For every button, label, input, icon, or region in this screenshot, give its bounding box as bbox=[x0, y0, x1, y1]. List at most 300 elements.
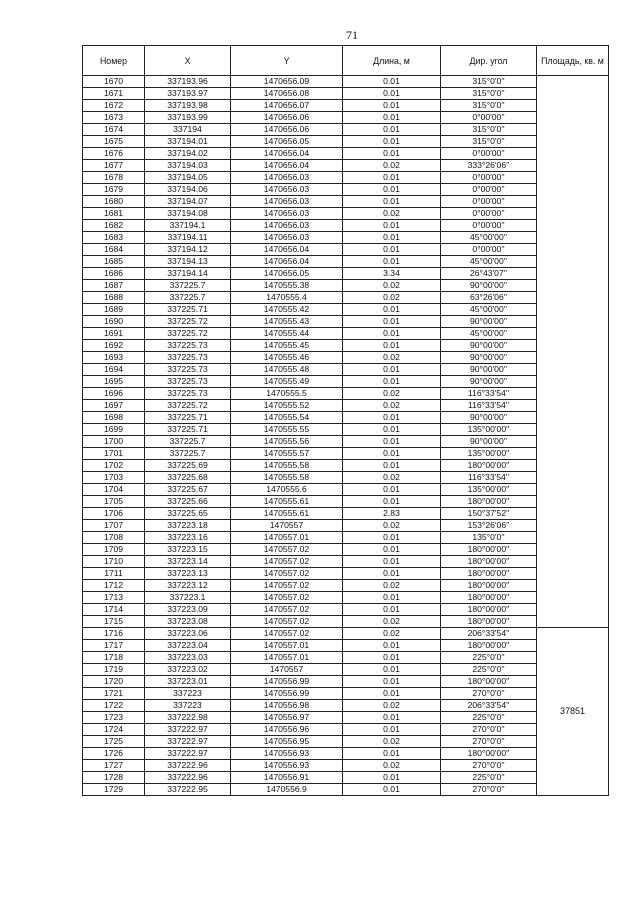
y-coordinate-cell: 1470656.03 bbox=[231, 172, 343, 184]
direction-angle-cell: 180°00'00'' bbox=[441, 748, 537, 760]
direction-angle-cell: 206°33'54'' bbox=[441, 628, 537, 640]
point-number-cell: 1683 bbox=[83, 232, 145, 244]
point-number-cell: 1713 bbox=[83, 592, 145, 604]
y-coordinate-cell: 1470556.93 bbox=[231, 748, 343, 760]
length-cell: 0.01 bbox=[343, 556, 441, 568]
x-coordinate-cell: 337225.73 bbox=[145, 364, 231, 376]
length-cell: 0.02 bbox=[343, 700, 441, 712]
y-coordinate-cell: 1470656.04 bbox=[231, 256, 343, 268]
point-number-cell: 1722 bbox=[83, 700, 145, 712]
x-coordinate-cell: 337194.05 bbox=[145, 172, 231, 184]
point-number-cell: 1687 bbox=[83, 280, 145, 292]
x-coordinate-cell: 337194.03 bbox=[145, 160, 231, 172]
length-cell: 0.02 bbox=[343, 580, 441, 592]
length-cell: 0.02 bbox=[343, 292, 441, 304]
length-cell: 0.01 bbox=[343, 244, 441, 256]
table-row bbox=[83, 316, 609, 328]
y-coordinate-cell: 1470557.02 bbox=[231, 580, 343, 592]
point-number-cell: 1677 bbox=[83, 160, 145, 172]
direction-angle-cell: 315°0'0'' bbox=[441, 100, 537, 112]
direction-angle-cell: 180°00'00'' bbox=[441, 676, 537, 688]
table-row bbox=[83, 712, 609, 724]
point-number-cell: 1704 bbox=[83, 484, 145, 496]
point-number-cell: 1691 bbox=[83, 328, 145, 340]
table-row bbox=[83, 340, 609, 352]
x-coordinate-cell: 337223.09 bbox=[145, 604, 231, 616]
table-row bbox=[83, 436, 609, 448]
table-row bbox=[83, 508, 609, 520]
x-coordinate-cell: 337194.12 bbox=[145, 244, 231, 256]
length-cell: 0.01 bbox=[343, 544, 441, 556]
y-coordinate-cell: 1470656.03 bbox=[231, 232, 343, 244]
point-number-cell: 1729 bbox=[83, 784, 145, 796]
direction-angle-cell: 116°33'54'' bbox=[441, 388, 537, 400]
y-coordinate-cell: 1470555.45 bbox=[231, 340, 343, 352]
table-row bbox=[83, 100, 609, 112]
length-cell: 0.01 bbox=[343, 712, 441, 724]
y-coordinate-cell: 1470656.08 bbox=[231, 88, 343, 100]
direction-angle-cell: 45°00'00'' bbox=[441, 232, 537, 244]
y-coordinate-cell: 1470555.44 bbox=[231, 328, 343, 340]
point-number-cell: 1690 bbox=[83, 316, 145, 328]
direction-angle-cell: 270°0'0'' bbox=[441, 784, 537, 796]
y-coordinate-cell: 1470556.99 bbox=[231, 688, 343, 700]
direction-angle-cell: 45°00'00'' bbox=[441, 328, 537, 340]
table-row bbox=[83, 532, 609, 544]
point-number-cell: 1698 bbox=[83, 412, 145, 424]
y-coordinate-cell: 1470656.09 bbox=[231, 76, 343, 88]
point-number-cell: 1686 bbox=[83, 268, 145, 280]
x-coordinate-cell: 337223.06 bbox=[145, 628, 231, 640]
x-coordinate-cell: 337194.06 bbox=[145, 184, 231, 196]
point-number-cell: 1700 bbox=[83, 436, 145, 448]
y-coordinate-cell: 1470555.5 bbox=[231, 388, 343, 400]
table-row bbox=[83, 364, 609, 376]
point-number-cell: 1678 bbox=[83, 172, 145, 184]
direction-angle-cell: 0°00'00'' bbox=[441, 208, 537, 220]
length-cell: 0.01 bbox=[343, 220, 441, 232]
x-coordinate-cell: 337194.08 bbox=[145, 208, 231, 220]
point-number-cell: 1708 bbox=[83, 532, 145, 544]
y-coordinate-cell: 1470555.4 bbox=[231, 292, 343, 304]
length-cell: 0.01 bbox=[343, 448, 441, 460]
y-coordinate-cell: 1470555.57 bbox=[231, 448, 343, 460]
table-row bbox=[83, 520, 609, 532]
point-number-cell: 1670 bbox=[83, 76, 145, 88]
length-cell: 0.01 bbox=[343, 484, 441, 496]
y-coordinate-cell: 1470555.61 bbox=[231, 508, 343, 520]
table-row bbox=[83, 616, 609, 628]
length-cell: 0.01 bbox=[343, 316, 441, 328]
direction-angle-cell: 180°00'00'' bbox=[441, 640, 537, 652]
direction-angle-cell: 90°00'00'' bbox=[441, 316, 537, 328]
direction-angle-cell: 0°00'00'' bbox=[441, 244, 537, 256]
table-row bbox=[83, 724, 609, 736]
y-coordinate-cell: 1470556.96 bbox=[231, 724, 343, 736]
x-coordinate-cell: 337223.08 bbox=[145, 616, 231, 628]
point-number-cell: 1703 bbox=[83, 472, 145, 484]
point-number-cell: 1701 bbox=[83, 448, 145, 460]
x-coordinate-cell: 337225.65 bbox=[145, 508, 231, 520]
table-row bbox=[83, 172, 609, 184]
length-cell: 0.01 bbox=[343, 148, 441, 160]
table-row bbox=[83, 148, 609, 160]
length-cell: 0.01 bbox=[343, 328, 441, 340]
x-coordinate-cell: 337194.01 bbox=[145, 136, 231, 148]
direction-angle-cell: 150°37'52'' bbox=[441, 508, 537, 520]
y-coordinate-cell: 1470656.03 bbox=[231, 184, 343, 196]
y-coordinate-cell: 1470557.02 bbox=[231, 604, 343, 616]
point-number-cell: 1689 bbox=[83, 304, 145, 316]
direction-angle-cell: 63°26'06'' bbox=[441, 292, 537, 304]
y-coordinate-cell: 1470656.05 bbox=[231, 136, 343, 148]
table-row bbox=[83, 208, 609, 220]
direction-angle-cell: 180°00'00'' bbox=[441, 616, 537, 628]
direction-angle-cell: 180°00'00'' bbox=[441, 460, 537, 472]
length-cell: 0.01 bbox=[343, 304, 441, 316]
header-y: Y bbox=[231, 46, 343, 76]
direction-angle-cell: 225°0'0'' bbox=[441, 772, 537, 784]
direction-angle-cell: 90°00'00'' bbox=[441, 364, 537, 376]
y-coordinate-cell: 1470557.01 bbox=[231, 532, 343, 544]
table-row bbox=[83, 76, 609, 88]
table-row bbox=[83, 244, 609, 256]
point-number-cell: 1697 bbox=[83, 400, 145, 412]
y-coordinate-cell: 1470656.05 bbox=[231, 268, 343, 280]
point-number-cell: 1706 bbox=[83, 508, 145, 520]
table-row bbox=[83, 184, 609, 196]
x-coordinate-cell: 337225.68 bbox=[145, 472, 231, 484]
point-number-cell: 1705 bbox=[83, 496, 145, 508]
length-cell: 2.83 bbox=[343, 508, 441, 520]
table-row bbox=[83, 424, 609, 436]
direction-angle-cell: 135°00'00'' bbox=[441, 484, 537, 496]
length-cell: 0.01 bbox=[343, 184, 441, 196]
table-row bbox=[83, 592, 609, 604]
x-coordinate-cell: 337225.71 bbox=[145, 304, 231, 316]
table-row bbox=[83, 232, 609, 244]
header-direction-angle: Дир. угол bbox=[441, 46, 537, 76]
x-coordinate-cell: 337225.73 bbox=[145, 340, 231, 352]
x-coordinate-cell: 337222.97 bbox=[145, 736, 231, 748]
x-coordinate-cell: 337222.97 bbox=[145, 748, 231, 760]
x-coordinate-cell: 337194.02 bbox=[145, 148, 231, 160]
y-coordinate-cell: 1470555.46 bbox=[231, 352, 343, 364]
x-coordinate-cell: 337225.73 bbox=[145, 352, 231, 364]
point-number-cell: 1673 bbox=[83, 112, 145, 124]
direction-angle-cell: 90°00'00'' bbox=[441, 340, 537, 352]
direction-angle-cell: 90°00'00'' bbox=[441, 376, 537, 388]
x-coordinate-cell: 337194.14 bbox=[145, 268, 231, 280]
direction-angle-cell: 315°0'0'' bbox=[441, 88, 537, 100]
y-coordinate-cell: 1470556.97 bbox=[231, 712, 343, 724]
direction-angle-cell: 270°0'0'' bbox=[441, 760, 537, 772]
x-coordinate-cell: 337223.03 bbox=[145, 652, 231, 664]
y-coordinate-cell: 1470656.03 bbox=[231, 220, 343, 232]
direction-angle-cell: 153°26'06'' bbox=[441, 520, 537, 532]
table-row bbox=[83, 448, 609, 460]
direction-angle-cell: 0°00'00'' bbox=[441, 220, 537, 232]
table-row bbox=[83, 676, 609, 688]
x-coordinate-cell: 337222.98 bbox=[145, 712, 231, 724]
y-coordinate-cell: 1470556.98 bbox=[231, 700, 343, 712]
table-row bbox=[83, 472, 609, 484]
direction-angle-cell: 315°0'0'' bbox=[441, 76, 537, 88]
y-coordinate-cell: 1470555.43 bbox=[231, 316, 343, 328]
direction-angle-cell: 333°26'06'' bbox=[441, 160, 537, 172]
point-number-cell: 1719 bbox=[83, 664, 145, 676]
y-coordinate-cell: 1470656.07 bbox=[231, 100, 343, 112]
y-coordinate-cell: 1470656.06 bbox=[231, 124, 343, 136]
header-number: Номер bbox=[83, 46, 145, 76]
point-number-cell: 1714 bbox=[83, 604, 145, 616]
direction-angle-cell: 270°0'0'' bbox=[441, 736, 537, 748]
y-coordinate-cell: 1470656.04 bbox=[231, 160, 343, 172]
point-number-cell: 1716 bbox=[83, 628, 145, 640]
length-cell: 0.01 bbox=[343, 532, 441, 544]
direction-angle-cell: 0°00'00'' bbox=[441, 148, 537, 160]
x-coordinate-cell: 337225.7 bbox=[145, 436, 231, 448]
x-coordinate-cell: 337194.13 bbox=[145, 256, 231, 268]
header-length: Длина, м bbox=[343, 46, 441, 76]
y-coordinate-cell: 1470555.54 bbox=[231, 412, 343, 424]
length-cell: 0.01 bbox=[343, 784, 441, 796]
point-number-cell: 1720 bbox=[83, 676, 145, 688]
point-number-cell: 1676 bbox=[83, 148, 145, 160]
length-cell: 0.02 bbox=[343, 736, 441, 748]
point-number-cell: 1685 bbox=[83, 256, 145, 268]
x-coordinate-cell: 337223.02 bbox=[145, 664, 231, 676]
direction-angle-cell: 270°0'0'' bbox=[441, 688, 537, 700]
y-coordinate-cell: 1470555.58 bbox=[231, 472, 343, 484]
point-number-cell: 1680 bbox=[83, 196, 145, 208]
x-coordinate-cell: 337222.95 bbox=[145, 784, 231, 796]
point-number-cell: 1711 bbox=[83, 568, 145, 580]
x-coordinate-cell: 337223 bbox=[145, 688, 231, 700]
table-row bbox=[83, 604, 609, 616]
length-cell: 0.01 bbox=[343, 256, 441, 268]
length-cell: 0.01 bbox=[343, 412, 441, 424]
y-coordinate-cell: 1470555.42 bbox=[231, 304, 343, 316]
x-coordinate-cell: 337194.1 bbox=[145, 220, 231, 232]
point-number-cell: 1723 bbox=[83, 712, 145, 724]
table-row bbox=[83, 628, 609, 640]
table-row bbox=[83, 136, 609, 148]
x-coordinate-cell: 337193.98 bbox=[145, 100, 231, 112]
point-number-cell: 1694 bbox=[83, 364, 145, 376]
direction-angle-cell: 116°33'54'' bbox=[441, 400, 537, 412]
direction-angle-cell: 0°00'00'' bbox=[441, 112, 537, 124]
direction-angle-cell: 26°43'07'' bbox=[441, 268, 537, 280]
y-coordinate-cell: 1470656.03 bbox=[231, 196, 343, 208]
point-number-cell: 1727 bbox=[83, 760, 145, 772]
length-cell: 0.01 bbox=[343, 640, 441, 652]
direction-angle-cell: 270°0'0'' bbox=[441, 724, 537, 736]
point-number-cell: 1696 bbox=[83, 388, 145, 400]
point-number-cell: 1674 bbox=[83, 124, 145, 136]
length-cell: 0.01 bbox=[343, 604, 441, 616]
length-cell: 3.34 bbox=[343, 268, 441, 280]
direction-angle-cell: 180°00'00'' bbox=[441, 604, 537, 616]
table-row bbox=[83, 400, 609, 412]
direction-angle-cell: 0°00'00'' bbox=[441, 184, 537, 196]
length-cell: 0.02 bbox=[343, 352, 441, 364]
point-number-cell: 1679 bbox=[83, 184, 145, 196]
header-row bbox=[83, 46, 609, 76]
y-coordinate-cell: 1470555.55 bbox=[231, 424, 343, 436]
point-number-cell: 1707 bbox=[83, 520, 145, 532]
x-coordinate-cell: 337225.69 bbox=[145, 460, 231, 472]
x-coordinate-cell: 337225.73 bbox=[145, 376, 231, 388]
length-cell: 0.01 bbox=[343, 496, 441, 508]
x-coordinate-cell: 337223.14 bbox=[145, 556, 231, 568]
table-row bbox=[83, 160, 609, 172]
direction-angle-cell: 180°00'00'' bbox=[441, 496, 537, 508]
x-coordinate-cell: 337223.13 bbox=[145, 568, 231, 580]
y-coordinate-cell: 1470557.02 bbox=[231, 544, 343, 556]
point-number-cell: 1725 bbox=[83, 736, 145, 748]
point-number-cell: 1709 bbox=[83, 544, 145, 556]
y-coordinate-cell: 1470557.02 bbox=[231, 568, 343, 580]
table-row bbox=[83, 496, 609, 508]
y-coordinate-cell: 1470557.02 bbox=[231, 592, 343, 604]
x-coordinate-cell: 337194.07 bbox=[145, 196, 231, 208]
length-cell: 0.01 bbox=[343, 436, 441, 448]
y-coordinate-cell: 1470555.6 bbox=[231, 484, 343, 496]
direction-angle-cell: 135°00'00'' bbox=[441, 424, 537, 436]
x-coordinate-cell: 337223 bbox=[145, 700, 231, 712]
x-coordinate-cell: 337223.1 bbox=[145, 592, 231, 604]
x-coordinate-cell: 337223.04 bbox=[145, 640, 231, 652]
direction-angle-cell: 180°00'00'' bbox=[441, 580, 537, 592]
x-coordinate-cell: 337225.71 bbox=[145, 424, 231, 436]
table-row bbox=[83, 412, 609, 424]
point-number-cell: 1699 bbox=[83, 424, 145, 436]
y-coordinate-cell: 1470556.9 bbox=[231, 784, 343, 796]
length-cell: 0.02 bbox=[343, 472, 441, 484]
table-row bbox=[83, 568, 609, 580]
y-coordinate-cell: 1470557.02 bbox=[231, 628, 343, 640]
table-row bbox=[83, 304, 609, 316]
length-cell: 0.01 bbox=[343, 688, 441, 700]
table-row bbox=[83, 760, 609, 772]
table-row bbox=[83, 388, 609, 400]
direction-angle-cell: 180°00'00'' bbox=[441, 568, 537, 580]
length-cell: 0.01 bbox=[343, 364, 441, 376]
direction-angle-cell: 90°00'00'' bbox=[441, 436, 537, 448]
y-coordinate-cell: 1470555.49 bbox=[231, 376, 343, 388]
table-row bbox=[83, 280, 609, 292]
length-cell: 0.02 bbox=[343, 160, 441, 172]
direction-angle-cell: 206°33'54'' bbox=[441, 700, 537, 712]
x-coordinate-cell: 337223.15 bbox=[145, 544, 231, 556]
x-coordinate-cell: 337225.67 bbox=[145, 484, 231, 496]
table-row bbox=[83, 196, 609, 208]
table-row bbox=[83, 784, 609, 796]
table-row bbox=[83, 688, 609, 700]
y-coordinate-cell: 1470557.02 bbox=[231, 616, 343, 628]
y-coordinate-cell: 1470556.91 bbox=[231, 772, 343, 784]
point-number-cell: 1724 bbox=[83, 724, 145, 736]
table-row bbox=[83, 556, 609, 568]
direction-angle-cell: 225°0'0'' bbox=[441, 712, 537, 724]
coordinates-table bbox=[82, 45, 609, 796]
table-row bbox=[83, 376, 609, 388]
direction-angle-cell: 0°00'00'' bbox=[441, 196, 537, 208]
point-number-cell: 1688 bbox=[83, 292, 145, 304]
direction-angle-cell: 180°00'00'' bbox=[441, 592, 537, 604]
point-number-cell: 1682 bbox=[83, 220, 145, 232]
table-row bbox=[83, 256, 609, 268]
length-cell: 0.01 bbox=[343, 772, 441, 784]
y-coordinate-cell: 1470556.93 bbox=[231, 760, 343, 772]
point-number-cell: 1717 bbox=[83, 640, 145, 652]
y-coordinate-cell: 1470555.61 bbox=[231, 496, 343, 508]
y-coordinate-cell: 1470555.38 bbox=[231, 280, 343, 292]
y-coordinate-cell: 1470557 bbox=[231, 664, 343, 676]
point-number-cell: 1671 bbox=[83, 88, 145, 100]
x-coordinate-cell: 337222.96 bbox=[145, 772, 231, 784]
table-row bbox=[83, 700, 609, 712]
table-row bbox=[83, 328, 609, 340]
direction-angle-cell: 135°0'0'' bbox=[441, 532, 537, 544]
x-coordinate-cell: 337223.12 bbox=[145, 580, 231, 592]
direction-angle-cell: 225°0'0'' bbox=[441, 664, 537, 676]
point-number-cell: 1710 bbox=[83, 556, 145, 568]
length-cell: 0.02 bbox=[343, 208, 441, 220]
length-cell: 0.01 bbox=[343, 136, 441, 148]
table-row bbox=[83, 124, 609, 136]
length-cell: 0.01 bbox=[343, 460, 441, 472]
table-row bbox=[83, 268, 609, 280]
y-coordinate-cell: 1470557.01 bbox=[231, 640, 343, 652]
point-number-cell: 1692 bbox=[83, 340, 145, 352]
table-row bbox=[83, 544, 609, 556]
header-x: X bbox=[145, 46, 231, 76]
table-row bbox=[83, 220, 609, 232]
length-cell: 0.02 bbox=[343, 520, 441, 532]
direction-angle-cell: 116°33'54'' bbox=[441, 472, 537, 484]
length-cell: 0.01 bbox=[343, 376, 441, 388]
length-cell: 0.01 bbox=[343, 664, 441, 676]
length-cell: 0.01 bbox=[343, 172, 441, 184]
x-coordinate-cell: 337223.16 bbox=[145, 532, 231, 544]
y-coordinate-cell: 1470557 bbox=[231, 520, 343, 532]
direction-angle-cell: 0°00'00'' bbox=[441, 172, 537, 184]
y-coordinate-cell: 1470555.52 bbox=[231, 400, 343, 412]
direction-angle-cell: 90°00'00'' bbox=[441, 352, 537, 364]
point-number-cell: 1726 bbox=[83, 748, 145, 760]
table-row bbox=[83, 112, 609, 124]
point-number-cell: 1684 bbox=[83, 244, 145, 256]
length-cell: 0.02 bbox=[343, 628, 441, 640]
y-coordinate-cell: 1470555.48 bbox=[231, 364, 343, 376]
x-coordinate-cell: 337193.96 bbox=[145, 76, 231, 88]
table-row bbox=[83, 748, 609, 760]
y-coordinate-cell: 1470556.95 bbox=[231, 736, 343, 748]
table-row bbox=[83, 772, 609, 784]
direction-angle-cell: 315°0'0'' bbox=[441, 124, 537, 136]
x-coordinate-cell: 337225.73 bbox=[145, 388, 231, 400]
x-coordinate-cell: 337225.72 bbox=[145, 400, 231, 412]
x-coordinate-cell: 337225.72 bbox=[145, 316, 231, 328]
point-number-cell: 1672 bbox=[83, 100, 145, 112]
table-row bbox=[83, 352, 609, 364]
length-cell: 0.02 bbox=[343, 388, 441, 400]
length-cell: 0.01 bbox=[343, 652, 441, 664]
x-coordinate-cell: 337193.97 bbox=[145, 88, 231, 100]
length-cell: 0.01 bbox=[343, 748, 441, 760]
